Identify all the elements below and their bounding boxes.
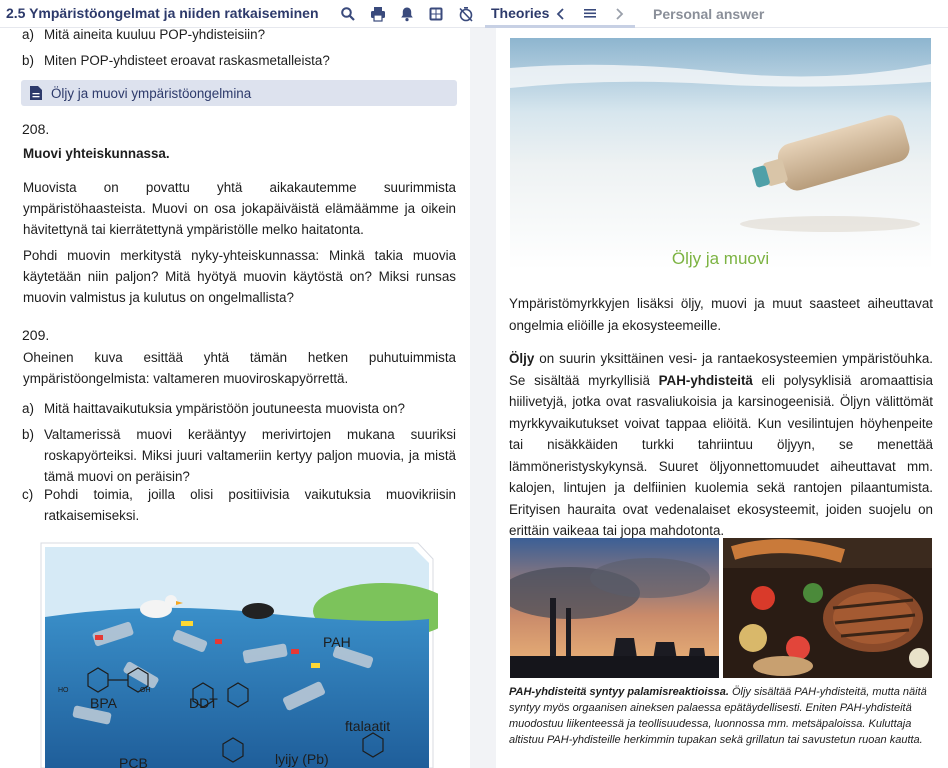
pane-divider[interactable] <box>470 28 496 768</box>
exercise-paragraph: Oheinen kuva esittää yhtä tämän hetken puhutuimmista ympäristöongelmista: valtameren muoviroskapyörrettä. <box>23 350 456 386</box>
theory-link-label: Öljy ja muovi ympäristöongelmina <box>51 85 252 101</box>
bell-icon[interactable] <box>397 4 417 24</box>
term-oil: Öljy <box>509 351 535 366</box>
list-label: b) <box>22 427 34 442</box>
tab-personal-answer[interactable]: Personal answer <box>653 6 765 22</box>
ocean-plastic-illustration <box>33 539 438 768</box>
label-pah: PAH <box>323 634 351 650</box>
label-ho: HO <box>58 687 69 694</box>
label-pcb: PCB <box>119 755 148 768</box>
document-icon <box>29 85 43 101</box>
question-text: Mitä aineita kuuluu POP-yhdisteisiin? <box>44 28 266 42</box>
grilled-food-image <box>723 538 932 678</box>
image-caption: PAH-yhdisteitä syntyy palamisreaktioissa. Öljy sisältää PAH-yhdisteitä, mutta näitä syntyy myös orgaanisen aineksen palaessa epätäydellisesti. Eniten PAH-yhdisteitä muodostuu liikenteessä ja teollisuudessa, luonnossa mm. metsäpaloissa. Kuluttaja altistuu PAH-yhdisteille herkimmin tupakan sekä grillatun tai savustetun ruoan kautta. <box>509 686 927 746</box>
exercise-title: Muovi yhteiskunnassa. <box>23 146 170 161</box>
plastic-bottle-on-beach-image <box>510 38 931 270</box>
timer-off-icon[interactable] <box>456 4 476 24</box>
exercise-paragraph: Pohdi muovin merkitystä nyky-yhteiskunnassa: Minkä takia muovia käytetään niin paljon? Mitä hyötyä muovin käytöstä on? Miksi runsas muovin valmistus ja kulutus on ongelmallista? <box>23 248 456 305</box>
question-text: Miten POP-yhdisteet eroavat raskasmetalleista? <box>44 53 330 68</box>
theory-intro: Ympäristömyrkkyjen lisäksi öljy, muovi ja muut saasteet aiheuttavat ongelmia eliöille ja ekosysteemeille. <box>509 296 933 333</box>
exercise-number: 209. <box>22 327 50 343</box>
search-icon[interactable] <box>338 4 358 24</box>
question-text: Valtamerissä muovi kerääntyy merivirtojen mukana suuriksi roskapyörteiksi. Miksi juuri valtameriin kertyy paljon muovia, ja mistä tämä muovi on peräisin? <box>44 427 456 484</box>
top-bar <box>0 0 948 28</box>
question-text: Mitä haittavaikutuksia ympäristöön joutuneesta muovista on? <box>44 401 405 416</box>
hero-caption: Öljy ja muovi <box>671 249 770 268</box>
chapter-title: 2.5 Ympäristöongelmat ja niiden ratkaiseminen <box>6 5 319 21</box>
print-icon[interactable] <box>368 4 388 24</box>
list-label: c) <box>22 487 34 502</box>
exercise-paragraph: Muovista on povattu yhtä aikakautemme suurimmista ympäristöhaasteista. Muovi on osa jokapäiväistä elämäämme ja oikein hävitettynä tai kierrätettynä ympäristölle melko haitatonta. <box>23 180 456 237</box>
chevron-left-icon[interactable] <box>551 4 571 24</box>
term-pah: PAH-yhdisteitä <box>658 372 753 388</box>
list-icon[interactable] <box>580 4 600 24</box>
theory-pane <box>496 28 948 768</box>
label-lyijy: lyijy (Pb) <box>275 751 329 767</box>
list-label: a) <box>22 28 34 42</box>
tab-theories[interactable]: Theories <box>491 5 550 21</box>
question-text: Pohdi toimia, joilla olisi positiivisia vaikutuksia muovikriisin ratkaisemiseksi. <box>44 487 456 523</box>
list-label: b) <box>22 53 34 68</box>
label-ftalaatit: ftalaatit <box>345 718 391 734</box>
power-plant-smoke-image <box>510 538 719 678</box>
list-label: a) <box>22 401 34 416</box>
label-bpa: BPA <box>90 695 117 711</box>
grid-icon[interactable] <box>426 4 446 24</box>
chevron-right-icon[interactable] <box>609 4 629 24</box>
theory-link-button[interactable] <box>21 80 457 106</box>
label-ddt: DDT <box>189 695 218 711</box>
caption-lead: PAH-yhdisteitä syntyy palamisreaktioissa. <box>509 686 729 698</box>
exercise-pane <box>0 28 470 768</box>
exercise-number: 208. <box>22 121 50 137</box>
theory-paragraph-oil: Öljy on suurin yksittäinen vesi- ja rantaekosysteemien ympäristöuhka. Se sisältää myrkyllisiä PAH-yhdisteitä eli polysyklisiä aromaattisia hiilivetyjä, jotka ovat rasvaliukoisia ja karsinogeenisiä. Öljyn välittömät myrkkyvaikutukset voivat tappaa eliöitä. Kun vesilintujen höyhenpeite tai nisäkkäiden turkki tahriintuu öljyyn, se menettää lämmöneristyskykynsä. Suuret öljyonnettomuudet aiheuttavat mm. kalojen, lintujen ja delfiinien kuolemia sekä rantojen pilaantumista. Erityisen hauraita ovat vedenalaiset ekosysteemit, joiden suojelu on erittäin vaikeaa tai jopa mahdotonta. <box>509 351 933 538</box>
label-oh: OH <box>140 687 151 694</box>
